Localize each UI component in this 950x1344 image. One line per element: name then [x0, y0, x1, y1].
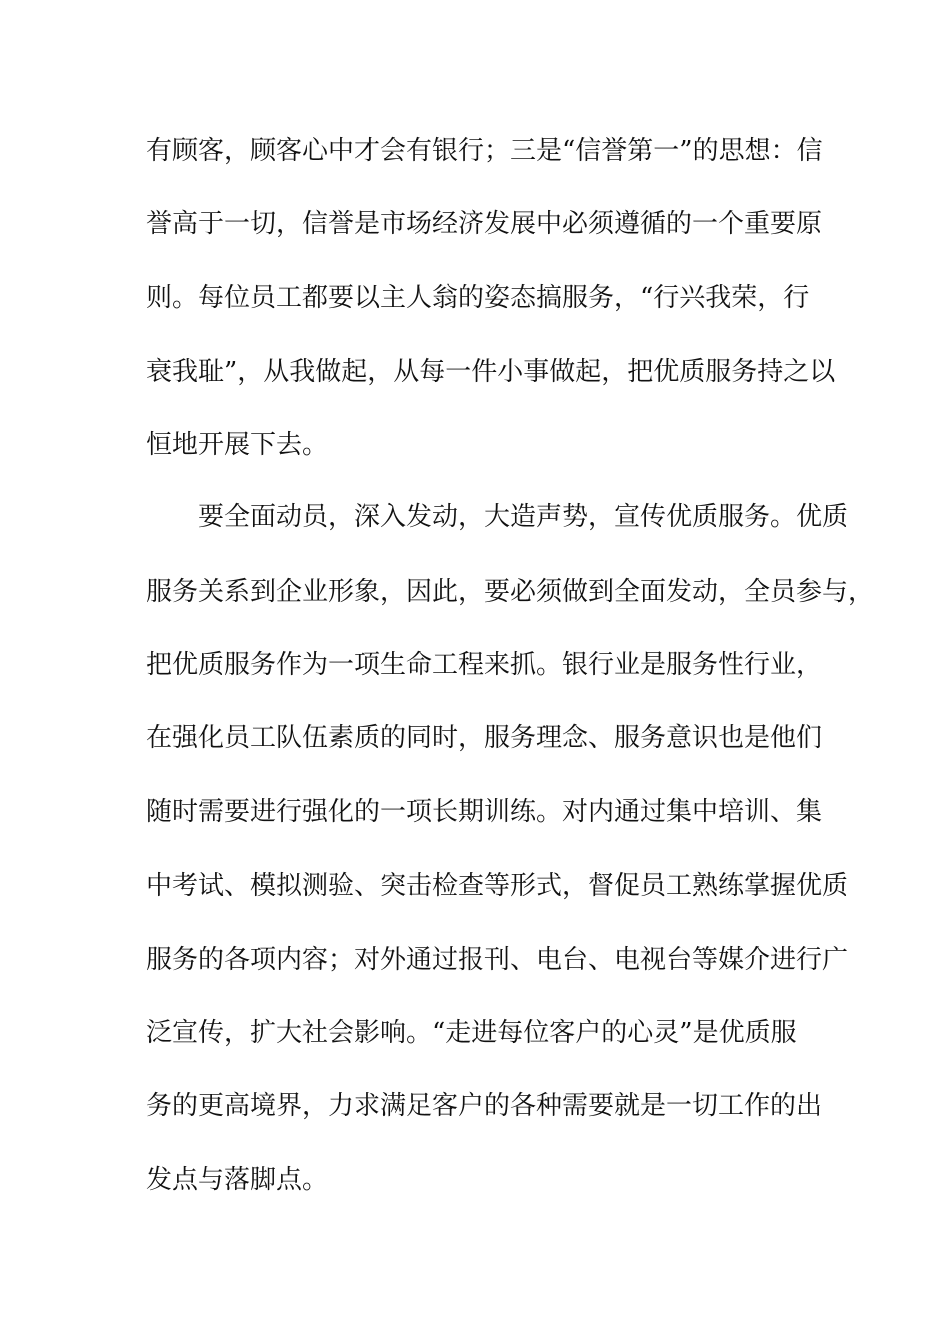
text-line: 务的更高境界，力求满足客户的各种需要就是一切工作的出 — [146, 1091, 823, 1121]
text-line: 衰我耻”，从我做起，从每一件小事做起，把优质服务持之以 — [146, 357, 836, 387]
text-line: 把优质服务作为一项生命工程来抓。银行业是服务性行业， — [146, 650, 823, 680]
text-line: 恒地开展下去。 — [146, 430, 329, 460]
text-line: 则。每位员工都要以主人翁的姿态搞服务，“行兴我荣，行 — [146, 283, 810, 313]
text-line: 誉高于一切，信誉是市场经济发展中必须遵循的一个重要原 — [146, 209, 823, 239]
text-line: 泛宣传，扩大社会影响。“走进每位客户的心灵”是优质服 — [146, 1018, 797, 1048]
text-line: 在强化员工队伍素质的同时，服务理念、服务意识也是他们 — [146, 723, 823, 753]
text-line: 服务关系到企业形象，因此，要必须做到全面发动，全员参与， — [146, 577, 875, 607]
text-line: 中考试、模拟测验、突击检查等形式，督促员工熟练掌握优质 — [146, 871, 849, 901]
text-line: 随时需要进行强化的一项长期训练。对内通过集中培训、集 — [146, 797, 823, 827]
text-line: 服务的各项内容；对外通过报刊、电台、电视台等媒介进行广 — [146, 945, 849, 975]
text-line: 有顾客，顾客心中才会有银行；三是“信誉第一”的思想：信 — [146, 136, 823, 166]
text-line: 发点与落脚点。 — [146, 1165, 329, 1195]
paragraph-first-line: 要全面动员，深入发动，大造声势，宣传优质服务。优质 — [198, 502, 849, 532]
